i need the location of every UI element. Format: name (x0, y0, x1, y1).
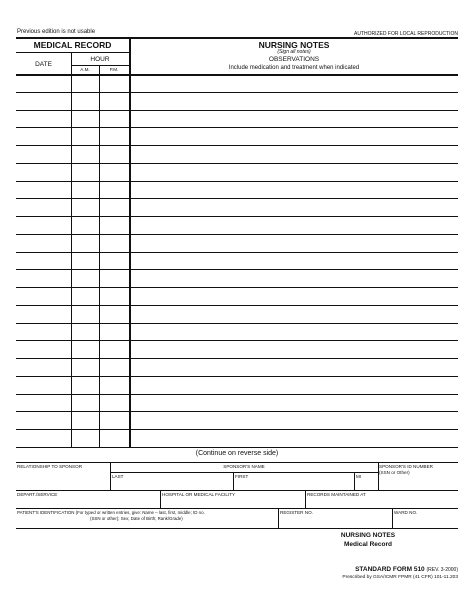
observations-column-header: OBSERVATIONS (268, 56, 320, 63)
form-title: NURSING NOTES (340, 532, 396, 539)
standard-form-number: STANDARD FORM 510 (355, 566, 425, 573)
entry-row-line (16, 127, 458, 128)
pm-column-header: P.M. (109, 67, 119, 72)
entry-row-line (16, 358, 458, 359)
patient-identification-field[interactable]: PATIENT'S IDENTIFICATION (For typed or written entries, give: Name – last, first, middle; ID no. (17, 510, 205, 515)
sponsor-last-name-field[interactable]: LAST (112, 474, 124, 479)
standard-form-line (355, 566, 458, 573)
relationship-to-sponsor-field[interactable]: RELATIONSHIP TO SPONSOR (17, 464, 83, 469)
entry-row-line (16, 376, 458, 377)
sponsors-name-label: SPONSOR'S NAME (223, 464, 265, 469)
entry-row-line (16, 411, 458, 412)
entry-row-line (16, 198, 458, 199)
continue-on-reverse-note: (Continue on reverse side) (195, 450, 279, 457)
medical-record-label: MEDICAL RECORD (33, 40, 112, 50)
prescribed-by-note: Prescribed by GSA/ICMR FPMR (41 CFR) 101-11.203 (342, 575, 458, 580)
entry-row-line (16, 181, 458, 182)
patient-identification-note: (SSN or other); Sex; Date of Birth; Rank/Grade) (90, 516, 183, 521)
entry-row-line (16, 163, 458, 164)
entry-row-line (16, 269, 458, 270)
hospital-facility-field[interactable]: HOSPITAL OR MEDICAL FACILITY (162, 492, 236, 497)
entry-row-line (16, 234, 458, 235)
records-maintained-at-field[interactable]: RECORDS MAINTAINED AT (307, 492, 366, 497)
hour-column-header: HOUR (90, 56, 110, 63)
sponsor-first-name-field[interactable]: FIRST (235, 474, 249, 479)
depart-service-field[interactable]: DEPART./SERVICE (17, 492, 58, 497)
sign-all-notes-subtitle: (Sign all notes) (277, 49, 311, 55)
revision-note: (REV. 3-2000) (426, 567, 458, 573)
entry-row-line (16, 323, 458, 324)
form-subtitle: Medical Record (343, 541, 393, 548)
entry-row-line (16, 145, 458, 146)
sponsor-mi-field[interactable]: MI (356, 474, 362, 479)
authorized-reproduction-note: AUTHORIZED FOR LOCAL REPRODUCTION (354, 31, 458, 37)
sponsors-id-field[interactable]: SPONSOR'S ID NUMBER (379, 464, 433, 469)
entry-row-line (16, 287, 458, 288)
register-no-field[interactable]: REGISTER NO. (280, 510, 313, 515)
entry-row-line (16, 92, 458, 93)
entry-row-line (16, 252, 458, 253)
entry-row-line (16, 394, 458, 395)
ward-no-field[interactable]: WARD NO. (394, 510, 418, 515)
am-column-header: A.M. (80, 67, 90, 72)
date-column-header: DATE (35, 61, 52, 68)
observations-note: Include medication and treatment when indicated (228, 65, 360, 71)
nursing-notes-title: NURSING NOTES (258, 40, 330, 50)
entry-row-line (16, 305, 458, 306)
entry-row-line (16, 110, 458, 111)
entry-row-line (16, 216, 458, 217)
previous-edition-note: Previous edition is not usable (17, 29, 96, 35)
entry-row-line (16, 429, 458, 430)
entry-row-line (16, 340, 458, 341)
sponsors-id-note: (SSN or Other) (379, 470, 410, 475)
